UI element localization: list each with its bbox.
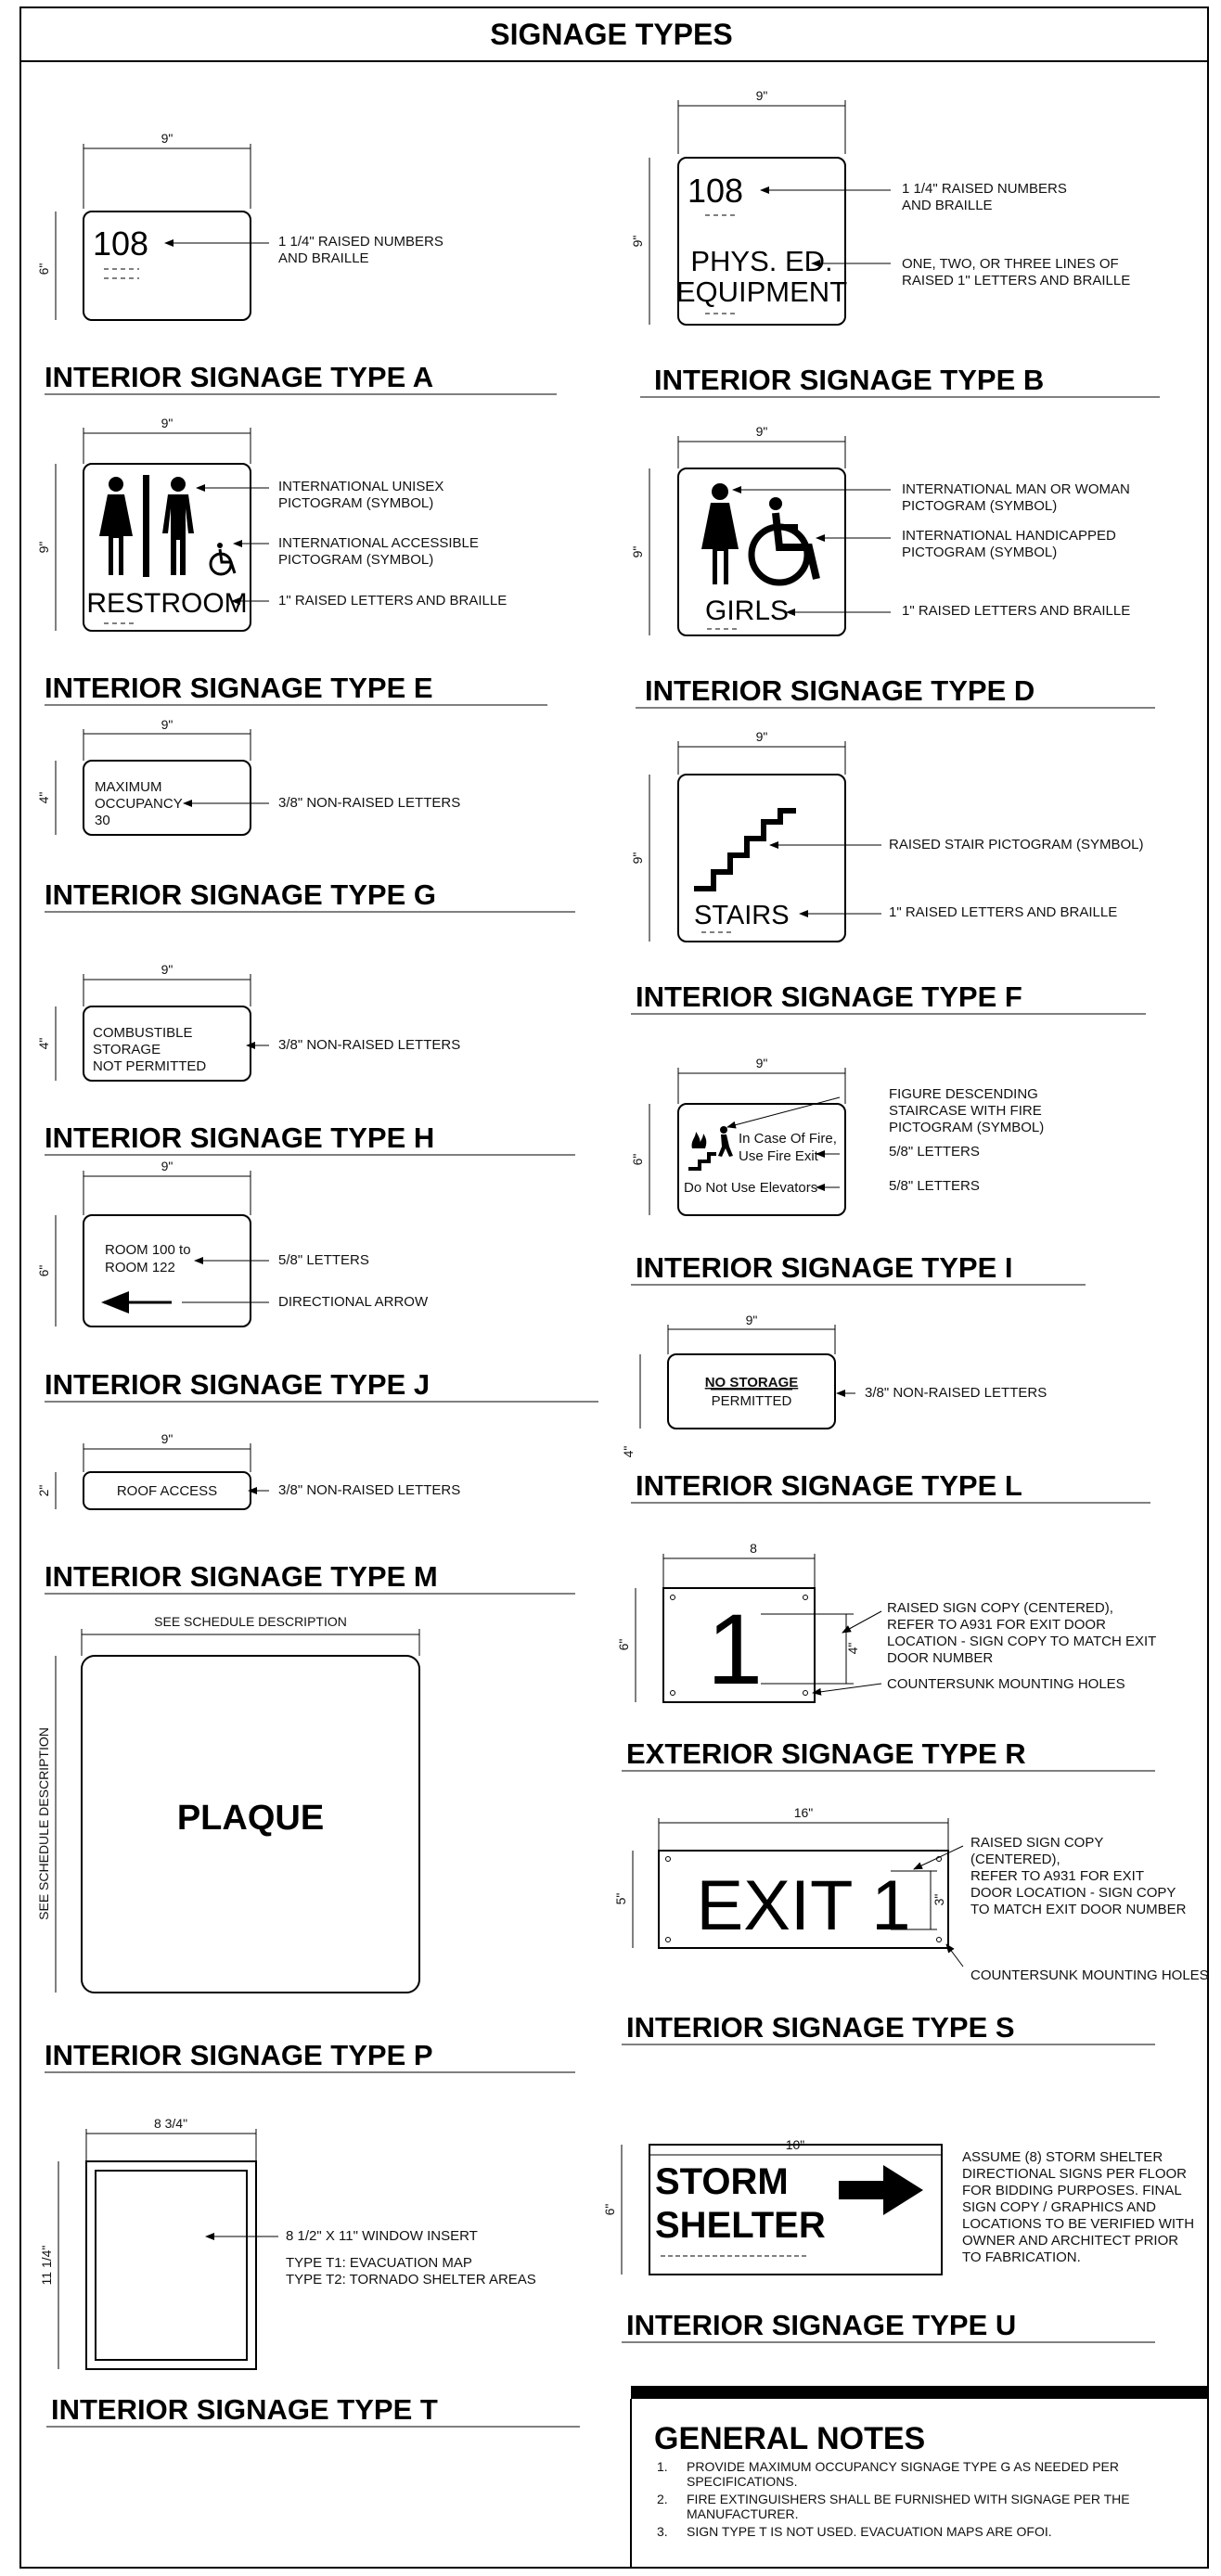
accessible-pictogram-icon [211, 543, 235, 574]
type-b-line-1: PHYS. ED. [690, 245, 833, 277]
type-u-callout-5: LOCATIONS TO BE VERIFIED WITH [962, 2216, 1195, 2232]
type-d-height: 9" [630, 545, 645, 558]
type-u-callout-4: SIGN COPY / GRAPHICS AND [962, 2199, 1156, 2215]
woman-pictogram-icon [701, 483, 739, 584]
signage-type-d [630, 424, 1155, 708]
type-j-heading: INTERIOR SIGNAGE TYPE J [45, 1368, 431, 1401]
type-h-width: 9" [161, 962, 174, 977]
type-f-height: 9" [630, 852, 645, 865]
type-d-callout-1: INTERNATIONAL MAN OR WOMAN [902, 481, 1130, 497]
type-d-callout-2: PICTOGRAM (SYMBOL) [902, 498, 1058, 514]
note-3-line-1: SIGN TYPE T IS NOT USED. EVACUATION MAPS ARE OFOI. [687, 2524, 1052, 2539]
type-e-callout-4: PICTOGRAM (SYMBOL) [278, 552, 434, 568]
man-pictogram-icon [162, 477, 194, 575]
type-l-callout-1: 3/8" NON-RAISED LETTERS [865, 1385, 1047, 1401]
type-g-heading: INTERIOR SIGNAGE TYPE G [45, 878, 436, 911]
type-i-width: 9" [755, 1056, 768, 1070]
type-g-line-3: 30 [95, 813, 110, 828]
type-b-callout-2: AND BRAILLE [902, 198, 993, 213]
type-a-heading: INTERIOR SIGNAGE TYPE A [45, 361, 434, 393]
type-g-line-2: OCCUPANCY [95, 796, 183, 812]
type-e-callout-5: 1" RAISED LETTERS AND BRAILLE [278, 593, 508, 609]
type-s-label: EXIT 1 [696, 1866, 911, 1945]
type-l-heading: INTERIOR SIGNAGE TYPE L [636, 1469, 1022, 1502]
fire-stair-pictogram-icon [688, 1126, 733, 1171]
type-j-width: 9" [161, 1159, 174, 1173]
type-h-line-2: STORAGE [93, 1042, 161, 1057]
type-i-callout-2: STAIRCASE WITH FIRE [889, 1103, 1042, 1119]
type-r-callout-5: COUNTERSUNK MOUNTING HOLES [887, 1676, 1125, 1692]
type-s-callout-3: REFER TO A931 FOR EXIT [970, 1868, 1145, 1884]
type-d-heading: INTERIOR SIGNAGE TYPE D [645, 674, 1035, 707]
type-e-heading: INTERIOR SIGNAGE TYPE E [45, 672, 433, 704]
type-d-callout-4: PICTOGRAM (SYMBOL) [902, 545, 1058, 560]
general-notes [631, 2386, 1208, 2568]
type-s-callout-2: (CENTERED), [970, 1852, 1060, 1867]
signage-type-j [36, 1159, 598, 1402]
handicapped-pictogram-icon [752, 497, 816, 583]
signage-type-e [36, 416, 547, 705]
type-e-height: 9" [36, 541, 51, 554]
signage-type-s [613, 1805, 1209, 2044]
type-j-height: 6" [36, 1264, 51, 1277]
type-u-line-1: STORM [655, 2161, 789, 2202]
type-a-width: 9" [161, 131, 174, 146]
signage-type-g [36, 717, 575, 912]
type-g-callout-1: 3/8" NON-RAISED LETTERS [278, 795, 461, 811]
type-s-callout-1: RAISED SIGN COPY [970, 1835, 1104, 1851]
type-l-height: 4" [621, 1445, 636, 1458]
stair-pictogram-icon [694, 808, 796, 891]
type-l-sign-panel [668, 1354, 835, 1429]
type-j-callout-1: 5/8" LETTERS [278, 1252, 369, 1268]
type-b-height: 9" [630, 235, 645, 248]
type-l-line-1: NO STORAGE [704, 1375, 799, 1391]
type-g-width: 9" [161, 717, 174, 732]
type-m-line-1: ROOF ACCESS [116, 1483, 218, 1499]
type-f-width: 9" [755, 729, 768, 744]
type-b-callout-1: 1 1/4" RAISED NUMBERS [902, 181, 1067, 197]
type-m-width: 9" [161, 1431, 174, 1446]
signage-type-p [36, 1614, 575, 2072]
type-j-line-1: ROOM 100 to [105, 1242, 191, 1258]
type-h-height: 4" [36, 1037, 51, 1050]
type-r-height: 6" [616, 1638, 631, 1651]
type-t-frame [86, 2161, 256, 2369]
note-1-line-2: SPECIFICATIONS. [687, 2474, 798, 2489]
type-s-heading: INTERIOR SIGNAGE TYPE S [626, 2011, 1015, 2044]
type-s-callout-6: COUNTERSUNK MOUNTING HOLES [970, 1967, 1209, 1983]
type-d-width: 9" [755, 424, 768, 439]
type-t-callout-2: TYPE T1: EVACUATION MAP [286, 2255, 472, 2271]
type-u-height: 6" [602, 2203, 617, 2216]
type-r-door-number: 1 [706, 1593, 764, 1705]
type-t-height: 11 1/4" [39, 2245, 54, 2286]
type-r-callout-4: DOOR NUMBER [887, 1650, 994, 1666]
type-u-callout-1: ASSUME (8) STORM SHELTER [962, 2149, 1163, 2165]
type-t-callout-1: 8 1/2" X 11" WINDOW INSERT [286, 2228, 478, 2244]
type-b-line-2: EQUIPMENT [675, 276, 848, 308]
signage-type-t [39, 2116, 580, 2427]
type-g-line-1: MAXIMUM [95, 779, 162, 795]
type-r-inner-height: 4" [845, 1642, 860, 1655]
type-a-room-number: 108 [93, 224, 149, 263]
type-p-width: SEE SCHEDULE DESCRIPTION [154, 1614, 347, 1629]
type-f-label: STAIRS [694, 901, 790, 930]
signage-type-m [36, 1431, 575, 1594]
type-d-callout-3: INTERNATIONAL HANDICAPPED [902, 528, 1116, 544]
type-i-line-3: Do Not Use Elevators [684, 1180, 818, 1196]
arrow-right-icon [839, 2165, 923, 2215]
type-a-callout-2: AND BRAILLE [278, 250, 369, 266]
type-u-heading: INTERIOR SIGNAGE TYPE U [626, 2309, 1017, 2341]
type-u-callout-3: FOR BIDDING PURPOSES. FINAL [962, 2183, 1182, 2198]
type-d-label: GIRLS [705, 596, 790, 626]
type-i-line-2: Use Fire Exit [739, 1148, 818, 1164]
note-2-line-2: MANUFACTURER. [687, 2506, 799, 2521]
type-p-label: PLAQUE [176, 1799, 325, 1838]
type-t-window-insert [96, 2171, 247, 2360]
type-b-callout-3: ONE, TWO, OR THREE LINES OF [902, 256, 1119, 272]
divider-bar [143, 475, 149, 577]
type-b-width: 9" [755, 88, 768, 103]
type-i-callout-4: 5/8" LETTERS [889, 1144, 980, 1160]
type-e-callout-2: PICTOGRAM (SYMBOL) [278, 495, 434, 511]
type-l-width: 9" [745, 1313, 758, 1327]
type-l-line-2: PERMITTED [711, 1393, 792, 1409]
type-p-height: SEE SCHEDULE DESCRIPTION [36, 1727, 51, 1920]
type-g-height: 4" [36, 791, 51, 804]
type-j-line-2: ROOM 122 [105, 1260, 175, 1275]
signage-type-u [602, 2137, 1194, 2342]
type-t-heading: INTERIOR SIGNAGE TYPE T [51, 2393, 438, 2426]
notes-header-bar [631, 2386, 1208, 2399]
type-f-callout-2: 1" RAISED LETTERS AND BRAILLE [889, 904, 1118, 920]
type-a-callout-1: 1 1/4" RAISED NUMBERS [278, 234, 443, 250]
type-r-heading: EXTERIOR SIGNAGE TYPE R [626, 1737, 1026, 1770]
note-1-number: 1. [657, 2459, 668, 2474]
type-h-callout-1: 3/8" NON-RAISED LETTERS [278, 1037, 461, 1053]
type-s-height: 5" [613, 1892, 628, 1905]
type-u-callout-6: OWNER AND ARCHITECT PRIOR [962, 2233, 1179, 2249]
type-r-callout-1: RAISED SIGN COPY (CENTERED), [887, 1600, 1113, 1616]
type-f-heading: INTERIOR SIGNAGE TYPE F [636, 980, 1022, 1013]
note-2-number: 2. [657, 2492, 668, 2506]
type-m-callout-1: 3/8" NON-RAISED LETTERS [278, 1482, 461, 1498]
type-s-inner-height: 3" [932, 1893, 946, 1906]
type-u-line-2: SHELTER [655, 2205, 826, 2246]
type-b-room-number: 108 [688, 172, 744, 210]
type-u-callout-2: DIRECTIONAL SIGNS PER FLOOR [962, 2166, 1187, 2182]
note-1-line-1: PROVIDE MAXIMUM OCCUPANCY SIGNAGE TYPE G AS NEEDED PER [687, 2459, 1119, 2474]
type-e-label: RESTROOM [86, 588, 248, 619]
woman-pictogram-icon [99, 477, 133, 575]
signage-type-a [36, 131, 557, 394]
type-s-callout-4: DOOR LOCATION - SIGN COPY [970, 1885, 1176, 1901]
type-h-line-3: NOT PERMITTED [93, 1058, 207, 1074]
type-r-callout-2: REFER TO A931 FOR EXIT DOOR [887, 1617, 1106, 1633]
type-s-width: 16" [793, 1805, 814, 1820]
signage-type-i [630, 1056, 1086, 1285]
type-i-heading: INTERIOR SIGNAGE TYPE I [636, 1251, 1013, 1284]
type-s-callout-5: TO MATCH EXIT DOOR NUMBER [970, 1902, 1187, 1917]
type-u-width: 10" [785, 2137, 805, 2152]
general-notes-title: GENERAL NOTES [654, 2421, 926, 2456]
type-t-width: 8 3/4" [153, 2116, 188, 2131]
type-b-heading: INTERIOR SIGNAGE TYPE B [654, 364, 1045, 396]
type-a-height: 6" [36, 263, 51, 276]
type-e-callout-1: INTERNATIONAL UNISEX [278, 479, 444, 494]
type-p-heading: INTERIOR SIGNAGE TYPE P [45, 2039, 433, 2071]
note-3-number: 3. [657, 2524, 668, 2539]
type-r-callout-3: LOCATION - SIGN COPY TO MATCH EXIT [887, 1634, 1157, 1649]
type-t-callout-3: TYPE T2: TORNADO SHELTER AREAS [286, 2272, 536, 2288]
type-j-callout-2: DIRECTIONAL ARROW [278, 1294, 429, 1310]
type-m-heading: INTERIOR SIGNAGE TYPE M [45, 1560, 438, 1593]
type-i-callout-3: PICTOGRAM (SYMBOL) [889, 1120, 1045, 1135]
type-i-height: 6" [630, 1153, 645, 1166]
type-i-callout-1: FIGURE DESCENDING [889, 1086, 1038, 1102]
type-i-line-1: In Case Of Fire, [739, 1131, 837, 1147]
type-m-height: 2" [36, 1484, 51, 1497]
type-u-callout-7: TO FABRICATION. [962, 2249, 1081, 2265]
type-r-width: 8 [750, 1541, 757, 1556]
signage-type-f [630, 729, 1146, 1014]
type-i-callout-5: 5/8" LETTERS [889, 1178, 980, 1194]
type-e-width: 9" [161, 416, 174, 430]
type-b-callout-4: RAISED 1" LETTERS AND BRAILLE [902, 273, 1131, 288]
signage-type-h [36, 962, 575, 1155]
type-h-heading: INTERIOR SIGNAGE TYPE H [45, 1121, 435, 1154]
signage-type-b [630, 88, 1160, 397]
signage-type-r [616, 1541, 1156, 1771]
sheet-title: SIGNAGE TYPES [490, 18, 733, 51]
signage-type-l [621, 1313, 1150, 1503]
type-h-line-1: COMBUSTIBLE [93, 1025, 193, 1041]
type-d-callout-5: 1" RAISED LETTERS AND BRAILLE [902, 603, 1131, 619]
type-f-callout-1: RAISED STAIR PICTOGRAM (SYMBOL) [889, 837, 1144, 852]
type-e-callout-3: INTERNATIONAL ACCESSIBLE [278, 535, 479, 551]
note-2-line-1: FIRE EXTINGUISHERS SHALL BE FURNISHED WITH SIGNAGE PER THE [687, 2492, 1130, 2506]
